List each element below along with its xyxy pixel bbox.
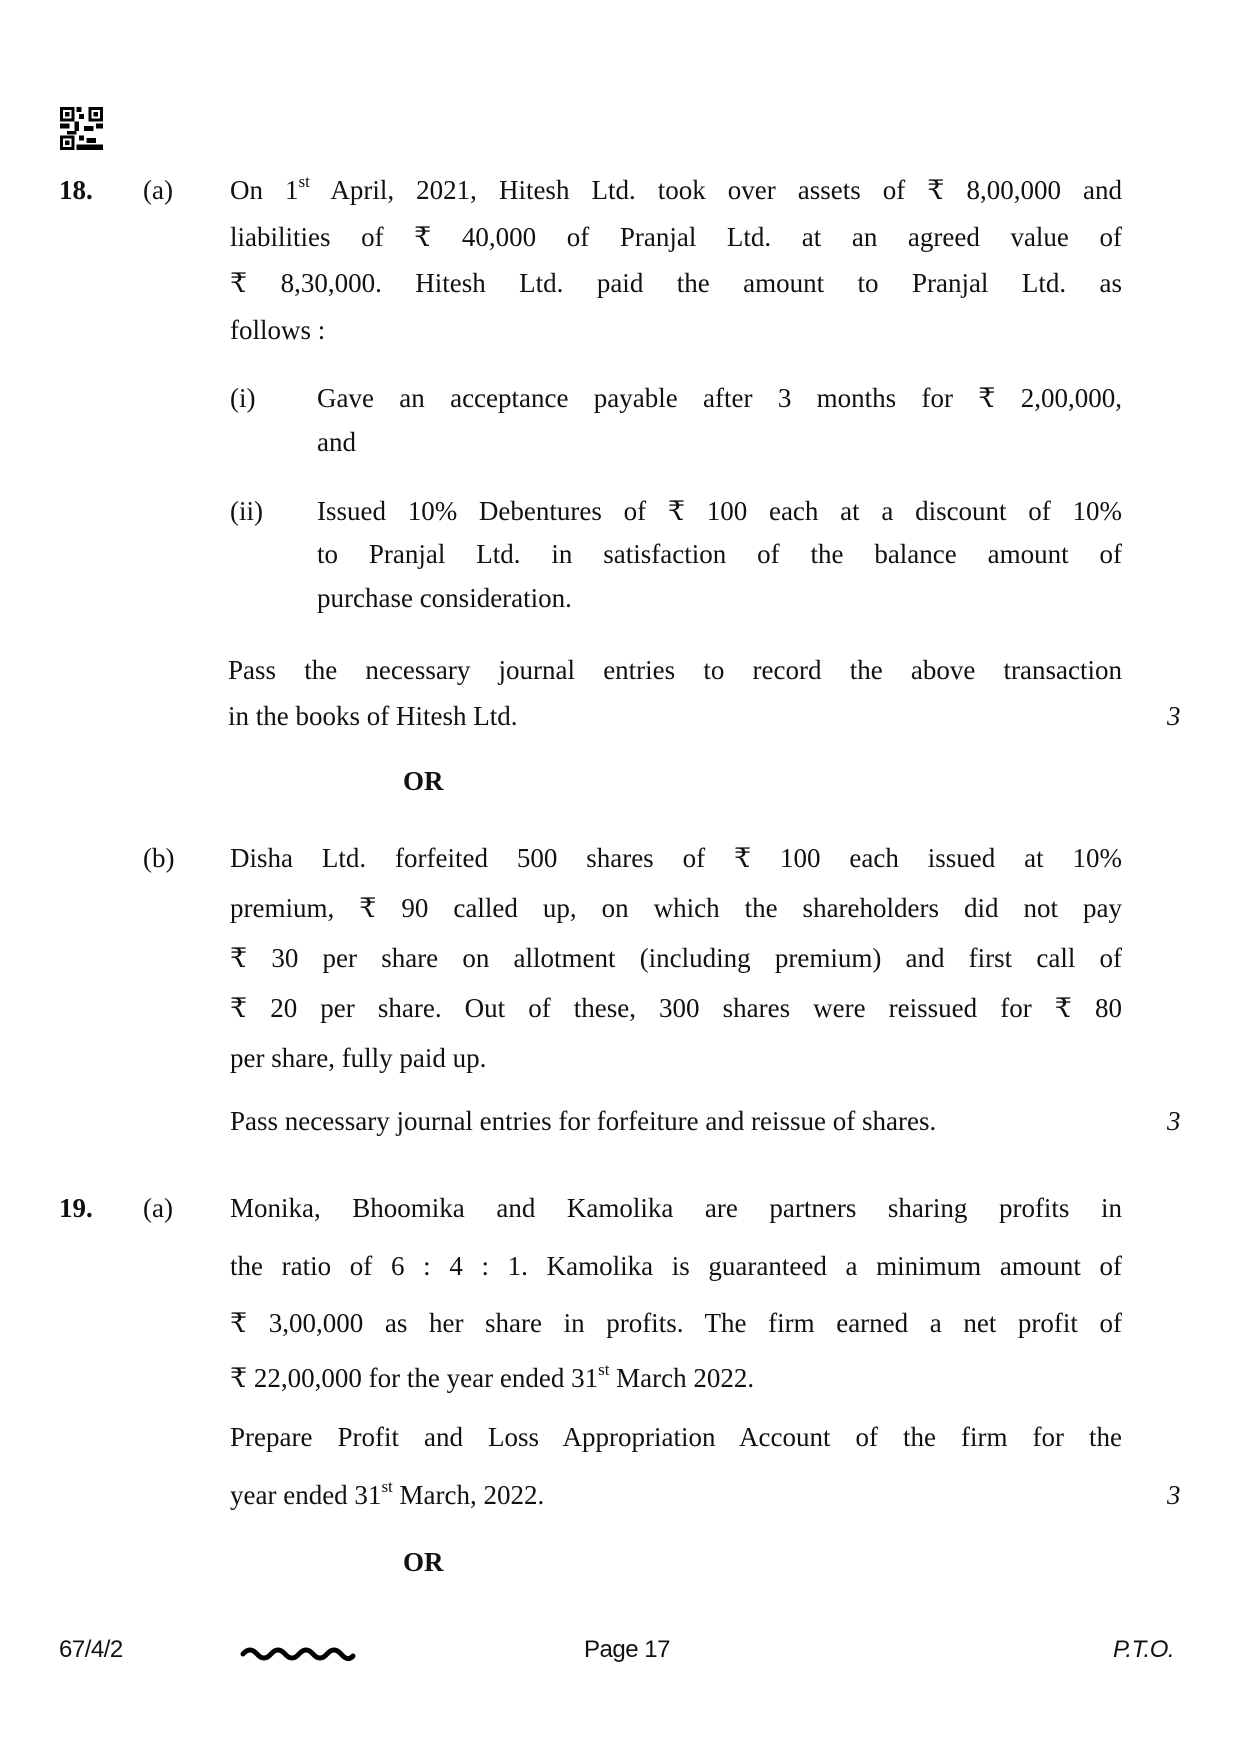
text-segment: Gave an acceptance payable after 3 months for ₹ 2,00,000, [317, 383, 1122, 413]
subitem-text-line [317, 382, 1122, 414]
subitem-label: (ii) [230, 496, 263, 526]
superscript: st [298, 174, 310, 191]
or-separator: OR [403, 766, 444, 796]
text-segment: follows : [230, 315, 326, 345]
question-number: 19. [59, 1193, 93, 1223]
paper-code: 67/4/2 [59, 1636, 123, 1663]
pto-label: P.T.O. [1113, 1636, 1175, 1663]
question-text-line [230, 1042, 486, 1074]
question-text-line [230, 892, 1122, 924]
text-segment: Monika, Bhoomika and Kamolika are partners sharing profits in [230, 1193, 1122, 1223]
part-label: (a) [143, 175, 173, 205]
superscript: st [381, 1477, 393, 1496]
question-text-line [230, 267, 1122, 299]
question-number: 18. [59, 175, 93, 205]
text-segment: in the books of Hitesh Ltd. [228, 701, 518, 731]
page-number: Page 17 [584, 1636, 670, 1663]
text-segment: ₹ 8,30,000. Hitesh Ltd. paid the amount to Pranjal Ltd. as [230, 268, 1122, 298]
text-segment: Pass the necessary journal entries to record the above transaction [228, 655, 1122, 685]
text-segment: and [317, 427, 356, 457]
question-text-line [230, 1362, 754, 1394]
text-segment: liabilities of ₹ 40,000 of Pranjal Ltd. at an agreed value of [230, 222, 1122, 252]
question-text-line [230, 942, 1122, 974]
marks-label: 3 [1167, 1106, 1181, 1136]
text-segment: ₹ 3,00,000 as her share in profits. The firm earned a net profit of [230, 1308, 1122, 1338]
text-segment: to Pranjal Ltd. in satisfaction of the balance amount of [317, 539, 1122, 569]
text-segment: April, 2021, Hitesh Ltd. took over assets of ₹ 8,00,000 and [309, 175, 1122, 205]
text-segment: March 2022. [609, 1363, 755, 1393]
text-segment: March, 2022. [392, 1480, 545, 1510]
question-text-line [230, 992, 1122, 1024]
question-text-line [230, 174, 1122, 206]
marks-label: 3 [1167, 701, 1181, 731]
text-segment: ₹ 30 per share on allotment (including premium) and first call of [230, 943, 1122, 973]
superscript: st [598, 1360, 610, 1379]
text-segment: purchase consideration. [317, 583, 572, 613]
part-label: (a) [143, 1193, 173, 1223]
question-text-line [230, 1421, 1122, 1453]
text-segment: ₹ 20 per share. Out of these, 300 shares were reissued for ₹ 80 [230, 993, 1122, 1023]
question-text-line [230, 1192, 1122, 1224]
wavy-ornament-icon [240, 1640, 356, 1660]
subitem-text-line [317, 582, 572, 614]
question-text-line [230, 314, 325, 346]
text-segment: Disha Ltd. forfeited 500 shares of ₹ 100 each issued at 10% [230, 843, 1122, 873]
text-segment: premium, ₹ 90 called up, on which the shareholders did not pay [230, 893, 1122, 923]
or-separator: OR [403, 1547, 444, 1577]
text-segment: Pass necessary journal entries for forfeiture and reissue of shares. [230, 1106, 937, 1136]
text-segment: Issued 10% Debentures of ₹ 100 each at a discount of 10% [317, 496, 1122, 526]
question-text-line [230, 1250, 1122, 1282]
text-segment: Prepare Profit and Loss Appropriation Account of the firm for the [230, 1422, 1122, 1452]
text-segment: On 1 [230, 175, 299, 205]
part-label: (b) [143, 843, 175, 873]
text-segment: year ended 31 [230, 1480, 382, 1510]
instruction-line [230, 1105, 936, 1137]
question-text-line [230, 1307, 1122, 1339]
question-text-line [230, 1479, 544, 1511]
marks-label: 3 [1167, 1480, 1181, 1510]
question-text-line [230, 221, 1122, 253]
text-segment: ₹ 22,00,000 for the year ended 31 [230, 1363, 599, 1393]
text-segment: per share, fully paid up. [230, 1043, 487, 1073]
question-text-line [230, 842, 1122, 874]
instruction-line [228, 700, 517, 732]
subitem-text-line [317, 495, 1122, 527]
instruction-line [228, 654, 1122, 686]
subitem-text-line [317, 426, 356, 458]
subitem-label: (i) [230, 383, 256, 413]
subitem-text-line [317, 538, 1122, 570]
qr-code-icon [59, 107, 104, 150]
text-segment: the ratio of 6 : 4 : 1. Kamolika is guaranteed a minimum amount of [230, 1251, 1122, 1281]
